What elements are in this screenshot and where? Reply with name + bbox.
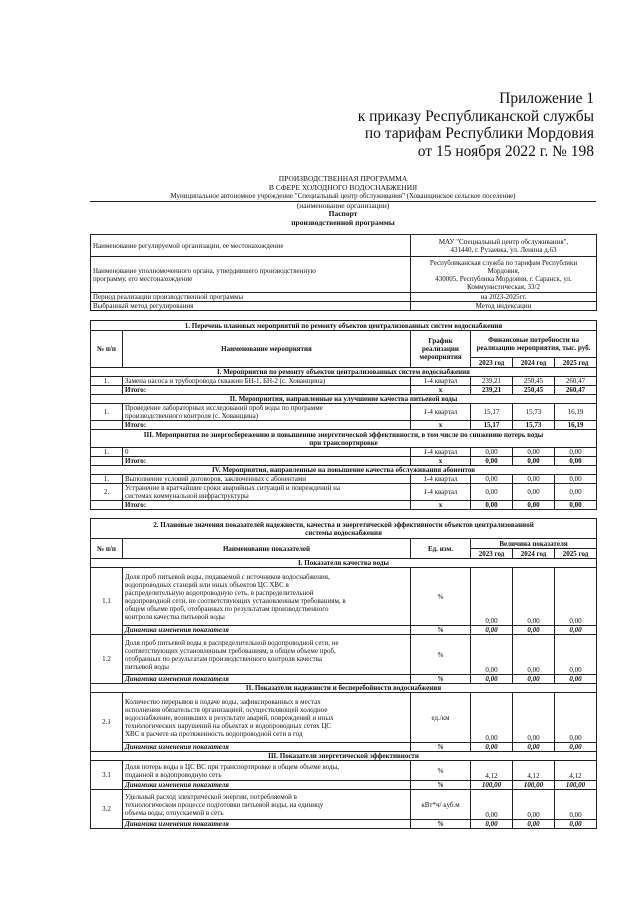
- passport-table: [90, 234, 597, 311]
- row-name-line: Удельный расход электрической энергии, потребляемой в: [125, 792, 297, 801]
- total-value: 15,73: [513, 421, 555, 430]
- passport-label: Период реализации производственной программы: [91, 293, 411, 302]
- total-label: Итого:: [123, 421, 411, 430]
- row-value: 0,00: [513, 568, 555, 626]
- indicator-row: [91, 693, 597, 743]
- row-num: 1.2: [91, 635, 123, 684]
- total-x: х: [411, 386, 471, 395]
- appendix-header: [294, 90, 594, 160]
- dynamics-value: 0,00: [513, 675, 555, 684]
- dynamics-row: [91, 781, 597, 790]
- row-num: 1.1: [91, 568, 123, 635]
- row-value: 0,00: [555, 693, 597, 743]
- total-value: 239,21: [471, 386, 513, 395]
- table-row: [91, 448, 597, 457]
- table1-title: 1. Перечень плановых мероприятий по ремонту объектов централизованных систем водоснабжения: [91, 321, 597, 331]
- passport-value-line: Мордовия,: [487, 266, 520, 275]
- dynamics-value: 0,00: [513, 820, 555, 829]
- total-value: 260,47: [555, 386, 597, 395]
- appendix-line-4: от 15 ноября 2022 г. № 198: [417, 142, 594, 160]
- row-num: 1.: [91, 448, 123, 457]
- row-value: 4,12: [513, 761, 555, 781]
- section-heading: [91, 430, 597, 448]
- dynamics-label: Динамика изменения показателя: [123, 675, 411, 684]
- total-row: [91, 501, 597, 510]
- total-value: 16,19: [555, 421, 597, 430]
- col-header-year-2023: 2023 год: [471, 358, 513, 368]
- row-name-line: Доля проб питьевой воды, подаваемой с источников водоснабжения,: [125, 572, 330, 581]
- total-row: [91, 386, 597, 395]
- row-value: 0,00: [555, 475, 597, 484]
- row-name: [123, 568, 411, 626]
- dynamics-row: [91, 675, 597, 684]
- row-value: 0,00: [555, 635, 597, 675]
- passport-label: Наименование регулируемой организации, ее местонахождение: [91, 235, 411, 257]
- total-value: 15,17: [471, 421, 513, 430]
- row-value: 0,00: [513, 448, 555, 457]
- row-unit: %: [411, 568, 471, 626]
- row-name: 0: [123, 448, 411, 457]
- dynamics-label: Динамика изменения показателя: [123, 626, 411, 635]
- passport-value-line: Коммунистическая, 33/2: [467, 282, 540, 291]
- passport-value: [411, 257, 597, 293]
- row-schedule: 1-4 квартал: [411, 377, 471, 386]
- dynamics-row: [91, 626, 597, 635]
- total-value: 0,00: [555, 501, 597, 510]
- indicator-row: [91, 761, 597, 781]
- row-name-line: технологических нарушений на объектах и водопроводных сетях ЦС: [125, 721, 332, 730]
- row-name-line: водопроводной сети, не соответствующих установленным требованиям, в: [125, 596, 346, 605]
- section-heading: II. Показатели надежности и бесперебойности водоснабжения: [91, 684, 597, 693]
- total-label: Итого:: [123, 457, 411, 466]
- total-value: 0,00: [471, 501, 513, 510]
- col-header-value: Величина показателя: [471, 539, 597, 549]
- row-name-line: водопроводных станций или иных объектов ЦС ХВС в: [125, 580, 289, 589]
- table-row: [91, 404, 597, 421]
- row-num: 1.: [91, 404, 123, 421]
- row-name: [123, 404, 411, 421]
- row-value: 250,45: [513, 377, 555, 386]
- appendix-line-2: к приказу Республиканской службы: [357, 107, 594, 125]
- section-heading-line: III. Мероприятия по энергосбережению и повышению энергетической эффективности, в том числе по снижению потерь воды: [143, 430, 544, 439]
- dynamics-value: 0,00: [555, 820, 597, 829]
- total-value: 0,00: [471, 457, 513, 466]
- col-header-year-2025: 2025 год: [555, 358, 597, 368]
- organization-name: Муниципальное автономное учреждение "Специальный центр обслуживания" (Хованщинское сельское поселение): [90, 192, 596, 202]
- row-unit: кВт*ч/ куб.м: [411, 790, 471, 820]
- section-heading: III. Показатели энергетической эффективности: [91, 752, 597, 761]
- row-name-line: общем объеме проб, отобранных по результатам производственного: [125, 604, 329, 613]
- passport-value-line: 431440, г. Рузаевка, ул. Ленина д.63: [450, 245, 557, 254]
- total-value: 0,00: [513, 501, 555, 510]
- appendix-line-3: по тарифам Республики Мордовия: [364, 125, 594, 142]
- row-name-line: Количество перерывов в подаче воды, зафиксированных в местах: [125, 697, 321, 706]
- row-name: [123, 761, 411, 781]
- row-schedule: 1-4 квартал: [411, 448, 471, 457]
- passport-row: [91, 235, 597, 257]
- row-value: 0,00: [513, 693, 555, 743]
- col-header-year-2024: 2024 год: [513, 358, 555, 368]
- dynamics-value: 0,00: [555, 675, 597, 684]
- dynamics-value: 0,00: [471, 743, 513, 752]
- passport-value: [411, 235, 597, 257]
- row-value: 0,00: [513, 475, 555, 484]
- passport-label: [91, 257, 411, 293]
- passport-label-line: программу, его местонахождение: [93, 274, 193, 283]
- dynamics-value: 0,00: [555, 626, 597, 635]
- indicator-row: [91, 790, 597, 820]
- row-schedule: 1-4 квартал: [411, 484, 471, 501]
- dynamics-label: Динамика изменения показателя: [123, 781, 411, 790]
- table-row: [91, 377, 597, 386]
- passport-subheading: производственной программы: [291, 217, 395, 227]
- row-name-line: Доля потерь воды в ЦС ВС при транспортировке в общем объеме воды,: [125, 762, 340, 771]
- indicators-table: [90, 518, 597, 829]
- row-value: 16,19: [555, 404, 597, 421]
- row-name-line: контроля качества питьевой воды: [125, 612, 225, 621]
- row-name: [123, 635, 411, 675]
- total-x: х: [411, 501, 471, 510]
- dynamics-label: Динамика изменения показателя: [123, 820, 411, 829]
- section-heading-line: при транспортировке: [309, 438, 378, 447]
- program-title: [90, 175, 596, 228]
- indicator-row: [91, 568, 597, 626]
- row-name: Замена насоса и трубопровода скважин БН-1, БН-2 (с. Хованщина): [123, 377, 411, 386]
- row-name-line: распределительную водопроводную сеть, в распределительной: [125, 588, 314, 597]
- row-name-line: отобранных по результатам производственного контроля качества: [125, 654, 322, 663]
- col-header-schedule: График реализации мероприятия: [411, 331, 471, 368]
- row-num: 1.: [91, 377, 123, 386]
- row-num: 1.: [91, 475, 123, 484]
- program-title-line-1: ПРОИЗВОДСТВЕННАЯ ПРОГРАММА: [278, 174, 408, 183]
- total-value: 0,00: [555, 457, 597, 466]
- row-num: 3.1: [91, 761, 123, 790]
- passport-label-line: Наименование уполномоченного органа, утвердившего производственную: [93, 266, 316, 275]
- dynamics-value: 100,00: [513, 781, 555, 790]
- row-name-line: производственного контроля (с. Хованщина): [125, 412, 259, 420]
- row-value: 0,00: [471, 693, 513, 743]
- passport-value-line: МАУ "Специальный центр обслуживания",: [438, 237, 569, 246]
- row-name-line: системах коммунальной инфраструктуры: [125, 492, 249, 500]
- row-name-line: питьевой воды: [125, 662, 169, 671]
- dynamics-value: 0,00: [471, 820, 513, 829]
- col-header-year-2023: 2023 год: [471, 549, 513, 559]
- passport-row: [91, 293, 597, 302]
- row-name-line: Устранение в кратчайшие сроки аварийных ситуаций и повреждений на: [125, 484, 340, 492]
- appendix-line-1: Приложение 1: [499, 90, 594, 107]
- table2-title-line: системы водоснабжения: [305, 528, 382, 537]
- section-heading: I. Мероприятия по ремонту объектов централизованных систем водоснабжения: [91, 368, 597, 377]
- program-title-line-2: В СФЕРЕ ХОЛОДНОГО ВОДОСНАБЖЕНИЯ: [268, 182, 418, 192]
- row-value: 0,00: [555, 790, 597, 820]
- col-header-unit: Ед. изм.: [411, 539, 471, 559]
- row-num: 2.: [91, 484, 123, 501]
- row-value: 0,00: [513, 635, 555, 675]
- row-value: 4,12: [555, 761, 597, 781]
- passport-row: [91, 302, 597, 311]
- row-value: 0,00: [471, 635, 513, 675]
- row-value: 260,47: [555, 377, 597, 386]
- section-heading: II. Мероприятия, направленные на улучшение качества питьевой воды: [91, 395, 597, 404]
- row-value: 0,00: [471, 568, 513, 626]
- row-value: 239,21: [471, 377, 513, 386]
- repair-activities-table: [90, 320, 597, 510]
- total-value: 0,00: [513, 457, 555, 466]
- indicator-row: [91, 635, 597, 675]
- table2-title-line: 2. Плановые значения показателей надежности, качества и энергетической эффективности объектов централизованной: [153, 520, 534, 529]
- row-name-line: исполнения обязательств организацией, осуществляющей холодное: [125, 705, 328, 714]
- passport-row: [91, 257, 597, 293]
- dynamics-unit: %: [411, 781, 471, 790]
- row-name-line: соответствующих установленным требованиям, в общем объеме проб,: [125, 646, 336, 655]
- total-label: Итого:: [123, 501, 411, 510]
- dynamics-value: 0,00: [471, 675, 513, 684]
- dynamics-value: 0,00: [513, 743, 555, 752]
- row-name: Выполнение условий договоров, заключенных с абонентами: [123, 475, 411, 484]
- dynamics-value: 100,00: [471, 781, 513, 790]
- row-value: 0,00: [471, 484, 513, 501]
- section-heading: I. Показатели качества воды: [91, 559, 597, 568]
- row-value: 0,00: [513, 790, 555, 820]
- col-header-year-2024: 2024 год: [513, 549, 555, 559]
- row-name-line: поданной в водопроводную сеть: [125, 770, 222, 779]
- row-value: 0,00: [471, 790, 513, 820]
- col-header-finance: Финансовые потребности на реализацию мероприятия, тыс. руб.: [471, 331, 597, 358]
- row-value: 0,00: [555, 484, 597, 501]
- row-value: 15,17: [471, 404, 513, 421]
- table-row: [91, 475, 597, 484]
- dynamics-label: Динамика изменения показателя: [123, 743, 411, 752]
- row-name: [123, 790, 411, 820]
- row-name-line: водоснабжение, возникших в результате аварий, повреждений и иных: [125, 713, 334, 722]
- row-value: 0,00: [555, 448, 597, 457]
- total-row: [91, 457, 597, 466]
- passport-value: на 2023-2025гг.: [411, 293, 597, 302]
- organization-caption: (наименование организации): [296, 200, 390, 210]
- col-header-num: № п/п: [91, 331, 123, 368]
- passport-value-line: 430005, Республика Мордовия, г. Саранск, ул.: [435, 274, 572, 283]
- dynamics-unit: %: [411, 626, 471, 635]
- dynamics-value: 100,00: [555, 781, 597, 790]
- dynamics-value: 0,00: [513, 626, 555, 635]
- row-value: 0,00: [555, 568, 597, 626]
- passport-value-line: Республиканская служба по тарифам Республики: [429, 258, 578, 267]
- dynamics-unit: %: [411, 820, 471, 829]
- table2-title: [91, 519, 597, 539]
- passport-label: Выбранный метод регулирования: [91, 302, 411, 311]
- section-heading: IV. Мероприятия, направленные на повышение качества обслуживания абонентов: [91, 466, 597, 475]
- dynamics-row: [91, 743, 597, 752]
- row-name-line: объема воды, отпускаемой в сеть: [125, 808, 224, 817]
- row-value: 0,00: [513, 484, 555, 501]
- row-name-line: технологическом процессе подготовки питьевой воды, на единицу: [125, 800, 324, 809]
- row-name: [123, 693, 411, 743]
- row-name-line: Проведение лабораторных исследований проб воды по программе: [125, 404, 323, 412]
- row-value: 0,00: [471, 475, 513, 484]
- row-schedule: 1-4 квартал: [411, 404, 471, 421]
- table-row: [91, 484, 597, 501]
- total-label: Итого:: [123, 386, 411, 395]
- total-x: х: [411, 421, 471, 430]
- passport-value: Метод индексации: [411, 302, 597, 311]
- col-header-name: Наименование мероприятия: [123, 331, 411, 368]
- dynamics-value: 0,00: [471, 626, 513, 635]
- total-x: х: [411, 457, 471, 466]
- dynamics-unit: %: [411, 743, 471, 752]
- row-value: 15,73: [513, 404, 555, 421]
- row-unit: %: [411, 761, 471, 781]
- row-value: 0,00: [471, 448, 513, 457]
- row-schedule: 1-4 квартал: [411, 475, 471, 484]
- row-num: 2.1: [91, 693, 123, 752]
- total-row: [91, 421, 597, 430]
- dynamics-row: [91, 820, 597, 829]
- row-name-line: ХВС в расчете на протяженность водопроводной сети в год: [125, 729, 303, 738]
- total-value: 250,45: [513, 386, 555, 395]
- row-name-line: Доля проб питьевой воды в распределительной водопроводной сети, не: [125, 638, 339, 647]
- col-header-indicator: Наименование показателей: [123, 539, 411, 559]
- row-name: [123, 484, 411, 501]
- col-header-num: № п/п: [91, 539, 123, 559]
- row-unit: ед./км: [411, 693, 471, 743]
- row-unit: %: [411, 635, 471, 675]
- dynamics-unit: %: [411, 675, 471, 684]
- passport-heading: Паспорт: [328, 209, 358, 219]
- dynamics-value: 0,00: [555, 743, 597, 752]
- col-header-year-2025: 2025 год: [555, 549, 597, 559]
- row-value: 4,12: [471, 761, 513, 781]
- row-num: 3.2: [91, 790, 123, 829]
